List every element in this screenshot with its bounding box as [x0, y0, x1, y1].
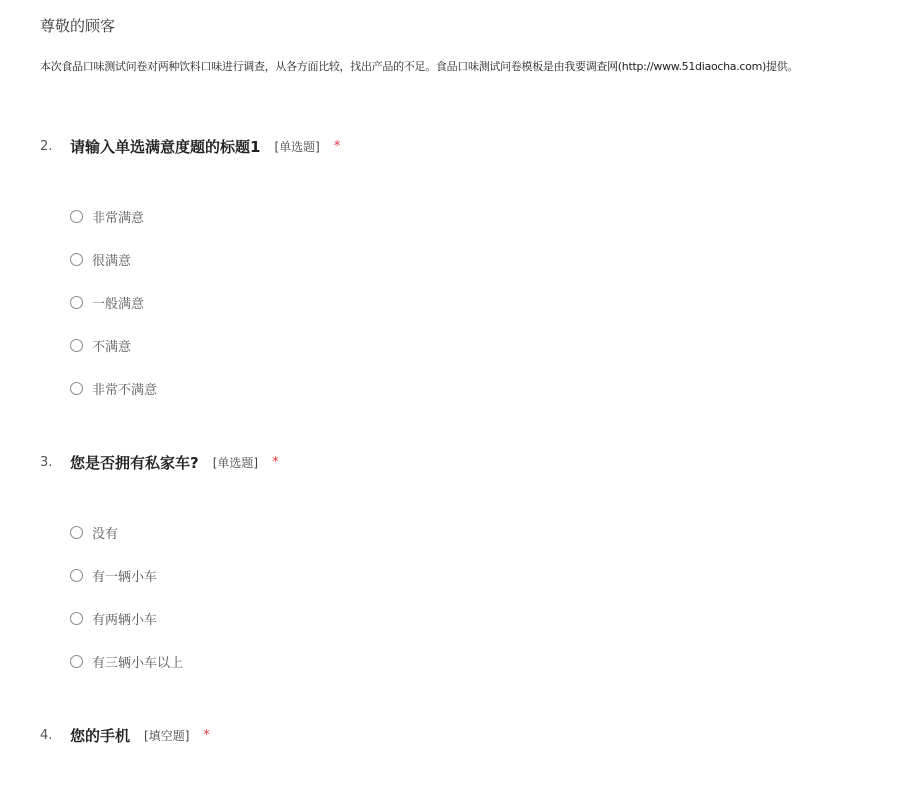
option-one-car[interactable] — [70, 566, 157, 584]
option-very-satisfied[interactable] — [70, 207, 144, 225]
question-number: 2. — [40, 138, 53, 154]
question-title: 您的手机 — [70, 726, 131, 745]
question-4-header — [40, 723, 210, 747]
question-type: [单选题] — [274, 139, 320, 154]
option-label: 很满意 — [92, 253, 132, 269]
radio-button[interactable] — [70, 339, 83, 352]
question-number: 4. — [40, 727, 53, 743]
option-label: 不满意 — [92, 339, 132, 355]
radio-button[interactable] — [70, 382, 83, 395]
option-label: 没有 — [92, 526, 119, 542]
required-marker: * — [272, 454, 279, 470]
question-type: [单选题] — [212, 455, 259, 470]
radio-button[interactable] — [70, 526, 83, 539]
question-2-header — [40, 134, 340, 158]
option-label: 有两辆小车 — [92, 612, 158, 628]
option-label: 非常不满意 — [92, 382, 158, 398]
question-title: 请输入单选满意度题的标题1 — [70, 137, 261, 156]
option-neutral[interactable] — [70, 293, 144, 311]
option-dissatisfied[interactable] — [70, 336, 131, 354]
radio-button[interactable] — [70, 253, 83, 266]
option-label: 有三辆小车以上 — [92, 655, 184, 671]
radio-button[interactable] — [70, 655, 83, 668]
question-title: 您是否拥有私家车? — [70, 453, 199, 472]
required-marker: * — [203, 727, 210, 743]
option-label: 有一辆小车 — [92, 569, 158, 585]
question-type: [填空题] — [144, 728, 190, 743]
option-two-cars[interactable] — [70, 609, 157, 627]
option-very-dissatisfied[interactable] — [70, 379, 157, 397]
option-no-car[interactable] — [70, 523, 118, 541]
question-3-header — [40, 450, 279, 474]
option-satisfied[interactable] — [70, 250, 131, 268]
radio-button[interactable] — [70, 612, 83, 625]
survey-greeting: 尊敬的顾客 — [40, 17, 116, 35]
radio-button[interactable] — [70, 569, 83, 582]
option-label: 非常满意 — [92, 210, 145, 226]
question-number: 3. — [40, 454, 53, 470]
option-label: 一般满意 — [92, 296, 145, 312]
required-marker: * — [333, 138, 341, 154]
radio-button[interactable] — [70, 296, 83, 309]
option-three-plus-cars[interactable] — [70, 652, 183, 670]
survey-intro: 本次食品口味测试问卷对两种饮料口味进行调查，从各方面比较，找出产品的不足。食品口味测试问卷模板是由我要调查网(http://www.51diaocha.com)提供。 — [40, 60, 799, 73]
radio-button[interactable] — [70, 210, 83, 223]
